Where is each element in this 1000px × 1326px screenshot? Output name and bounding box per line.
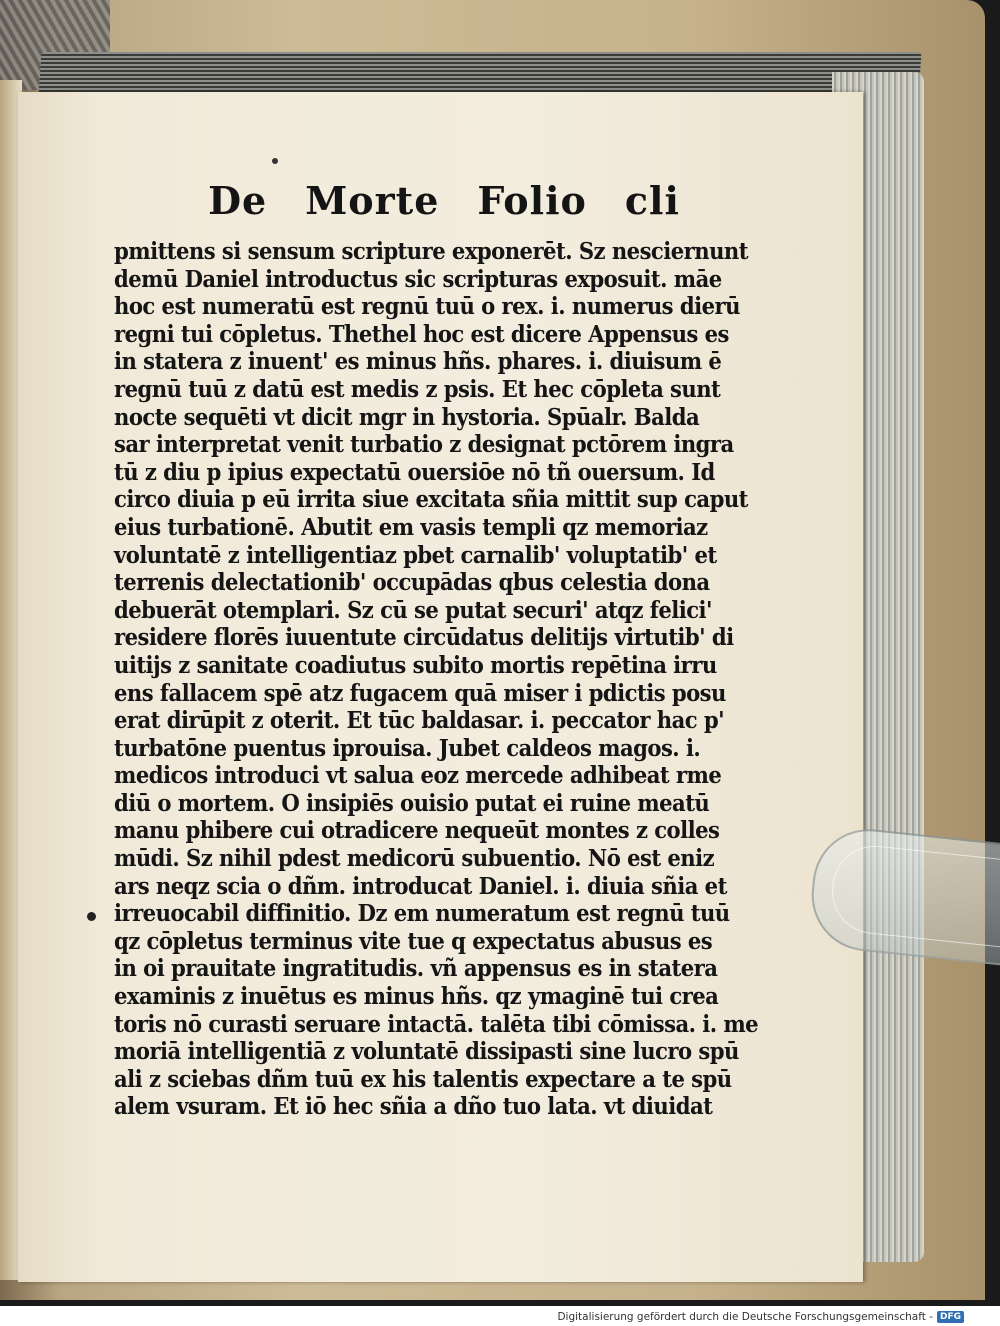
text-line: toris nō curasti seruare intactā. talēta tibi cōmissa. i. me [114,1010,759,1038]
text-line: ali z sciebas dñm tuū ex his talentis expectare a te spū [114,1065,732,1093]
text-line: tū z diu p ipius expectatū ouersiōe nō tñ ouersum. Id [114,458,715,486]
text-line: sar interpretat venit turbatio z designat pctōrem ingra [114,431,734,459]
text-line: demū Daniel introductus sic scripturas exposuit. māe [114,265,722,293]
text-line: in oi prauitate ingratitudis. vñ appensus es in statera [114,955,718,983]
text-line: circo diuia p eū irrita siue excitata sñia mittit sup caput [114,486,748,514]
text-line: qz cōpletus terminus vite tue q expectatus abusus es [114,927,713,955]
text-line: diū o mortem. O insipiēs ouisio putat ei ruine meatū [114,789,710,817]
text-line: ens fallacem spē atz fugacem quā miser i pdictis posu [114,679,726,707]
text-line: debuerāt otemplari. Sz cū se putat securi' atqz felici' [114,596,712,624]
running-head-left: De [208,177,268,223]
margin-bullet [87,912,96,921]
text-line: alem vsuram. Et iō hec sñia a dño tuo lata. vt diuidat [114,1093,713,1121]
text-line: irreuocabil diffinitio. Dz em numeratum est regnū tuū [114,900,730,928]
text-line: residere florēs iuuentute circūdatus delitijs virtutib' di [114,624,734,652]
text-line: regnū tuū z datū est medis z psis. Et hec cōpleta sunt [114,375,721,403]
folio-number: cli [624,177,680,223]
dfg-logo: DFG [937,1311,964,1323]
text-line: pmittens si sensum scripture exponerēt. Sz nesciernunt [114,238,748,265]
folio-label: Folio [477,177,587,223]
text-line: nocte sequēti vt dicit mgr in hystoria. Spūalr. Balda [114,403,700,431]
footer-text: Digitalisierung gefördert durch die Deutsche Forschungsgemeinschaft - [557,1311,933,1323]
text-line: in statera z inuent' es minus hñs. phares. i. diuisum ē [114,348,722,376]
recto-page [18,92,863,1282]
text-line: moriā intelligentiā z voluntatē dissipasti sine lucro spū [114,1038,739,1066]
text-line: examinis z inuētus es minus hñs. qz ymaginē tui crea [114,983,719,1011]
text-line: manu phibere cui otradicere nequeūt montes z colles [114,817,720,845]
text-line: erat dirūpit z oterit. Et tūc baldasar. i. peccator hac p' [114,707,725,735]
running-head [134,170,754,230]
ink-dot [272,158,278,164]
text-line: terrenis delectationib' occupādas qbus celestia dona [114,569,710,597]
running-head-middle: Morte [305,177,440,223]
text-line: ars neqz scia o dñm. introducat Daniel. i. diuia sñia et [114,872,727,900]
text-line: eius turbationē. Abutit em vasis templi qz memoriaz [114,513,708,541]
page-top-edge [38,52,921,96]
text-line: mūdi. Sz nihil pdest medicorū subuentio. Nō est eniz [114,845,715,873]
text-block [114,170,759,1121]
body-text [114,238,759,1121]
text-line: turbatōne puentus iprouisa. Jubet caldeos magos. i. [114,734,701,762]
footer-credit [557,1311,964,1323]
text-line: medicos introduci vt salua eoz mercede adhibeat rme [114,762,722,790]
page-clip-highlight [828,842,1000,949]
text-line: regni tui cōpletus. Thethel hoc est dicere Appensus es [114,320,729,348]
text-line: hoc est numeratū est regnū tuū o rex. i. numerus dierū [114,293,740,321]
text-line: uitijs z sanitate coadiutus subito mortis repētina irru [114,651,717,679]
text-line: voluntatē z intelligentiaz pbet carnalib' voluptatib' et [114,541,717,569]
